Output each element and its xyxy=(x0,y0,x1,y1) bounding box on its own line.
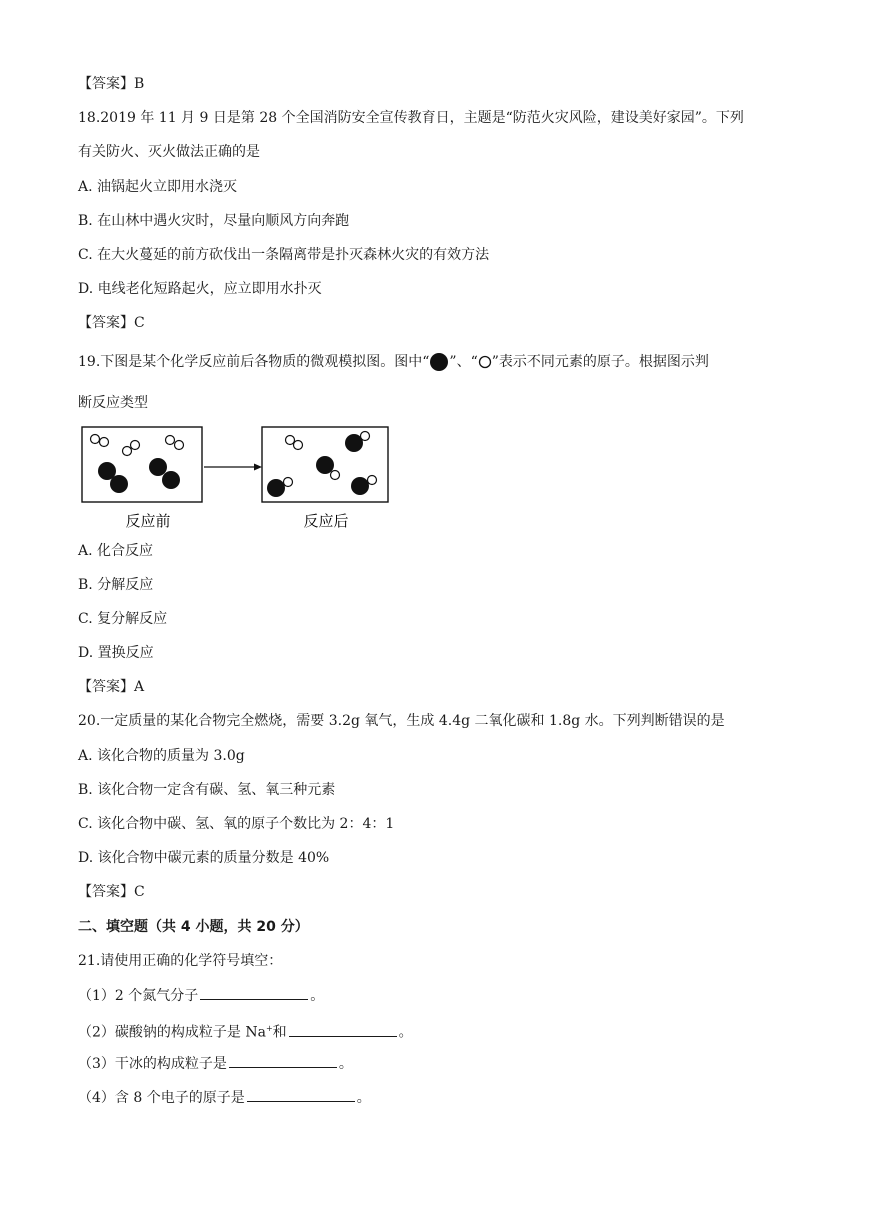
question-21-item-3 xyxy=(78,1053,353,1074)
item2-mid: 和 xyxy=(272,1024,287,1041)
question-19-stem-line2: 断反应类型 xyxy=(78,395,148,411)
black-atom xyxy=(351,477,369,495)
black-atom xyxy=(162,471,180,489)
question-20-option-a: A. 该化合物的质量为 3.0g xyxy=(78,748,245,764)
answer-19: 【答案】A xyxy=(78,679,145,695)
question-19-option-c: C. 复分解反应 xyxy=(78,611,168,627)
question-18-option-d: D. 电线老化短路起火，应立即用水扑灭 xyxy=(78,281,322,297)
black-atom xyxy=(110,475,128,493)
question-20-option-b: B. 该化合物一定含有碳、氢、氧三种元素 xyxy=(78,782,336,798)
white-atom xyxy=(361,432,370,441)
q19-text-part1: 19.下图是某个化学反应前后各物质的微观模拟图。图中“ xyxy=(78,354,430,370)
black-atom xyxy=(149,458,167,476)
o2-atom xyxy=(131,441,140,450)
o2-atom xyxy=(294,441,303,450)
question-20-stem: 20.一定质量的某化合物完全燃烧，需要 3.2g 氧气，生成 4.4g 二氧化碳和 1.8g 水。下列判断错误的是 xyxy=(78,713,725,729)
item2-superscript: + xyxy=(265,1024,273,1033)
section-heading: 二、填空题（共 4 小题，共 20 分） xyxy=(78,919,309,935)
question-18-stem-line2: 有关防火、灭火做法正确的是 xyxy=(78,144,260,160)
question-21-item-2 xyxy=(78,1019,413,1043)
black-atom-icon xyxy=(429,352,449,372)
black-atom xyxy=(316,456,334,474)
item1-end: 。 xyxy=(310,988,325,1004)
question-21-item-1 xyxy=(78,985,324,1006)
o2-atom xyxy=(91,435,100,444)
answer-blank[interactable] xyxy=(200,985,308,1000)
o2-atom xyxy=(100,438,109,447)
o2-atom xyxy=(123,447,132,456)
question-18-option-c: C. 在大火蔓延的前方砍伐出一条隔离带是扑灭森林火灾的有效方法 xyxy=(78,247,490,263)
question-21-stem: 21.请使用正确的化学符号填空： xyxy=(78,953,283,969)
question-19-option-a: A. 化合反应 xyxy=(78,543,154,559)
question-18-option-b: B. 在山林中遇火灾时，尽量向顺风方向奔跑 xyxy=(78,213,350,229)
o2-atom xyxy=(286,436,295,445)
black-atom xyxy=(267,479,285,497)
question-21-item-4 xyxy=(78,1087,371,1108)
item1-text: （1）2 个氮气分子 xyxy=(78,988,199,1004)
before-label: 反应前 xyxy=(125,512,171,530)
answer-20: 【答案】C xyxy=(78,884,145,900)
answer-17: 【答案】B xyxy=(78,76,145,92)
question-18-option-a: A. 油锅起火立即用水浇灭 xyxy=(78,179,238,195)
question-19-stem-line1 xyxy=(78,352,709,372)
q19-text-part3: ”表示不同元素的原子。根据图示判 xyxy=(491,354,709,370)
answer-blank[interactable] xyxy=(289,1022,397,1037)
arrow-head xyxy=(254,464,262,471)
reaction-diagram xyxy=(78,422,398,534)
question-20-option-d: D. 该化合物中碳元素的质量分数是 40% xyxy=(78,850,330,866)
white-atom xyxy=(368,476,377,485)
o2-atom xyxy=(175,441,184,450)
item4-text: （4）含 8 个电子的原子是 xyxy=(78,1090,245,1106)
answer-blank[interactable] xyxy=(229,1053,337,1068)
answer-18: 【答案】C xyxy=(78,315,145,331)
item3-text: （3）干冰的构成粒子是 xyxy=(78,1056,227,1072)
question-18-stem-line1: 18.2019 年 11 月 9 日是第 28 个全国消防安全宣传教育日，主题是“防范火灾风险，建设美好家园”。下列 xyxy=(78,110,744,126)
white-atom-icon xyxy=(478,355,492,369)
white-atom xyxy=(331,471,340,480)
question-19-option-d: D. 置换反应 xyxy=(78,645,154,661)
o2-atom xyxy=(166,436,175,445)
answer-blank[interactable] xyxy=(247,1087,355,1102)
item3-end: 。 xyxy=(338,1056,353,1072)
after-label: 反应后 xyxy=(303,512,349,530)
white-atom xyxy=(284,478,293,487)
question-19-option-b: B. 分解反应 xyxy=(78,577,154,593)
item2-end: 。 xyxy=(398,1024,413,1041)
q19-text-part2: ”、“ xyxy=(449,354,478,370)
item2-text: （2）碳酸钠的构成粒子是 Na xyxy=(78,1024,266,1041)
item4-end: 。 xyxy=(356,1090,371,1106)
question-20-option-c: C. 该化合物中碳、氢、氧的原子个数比为 2：4：1 xyxy=(78,816,395,832)
